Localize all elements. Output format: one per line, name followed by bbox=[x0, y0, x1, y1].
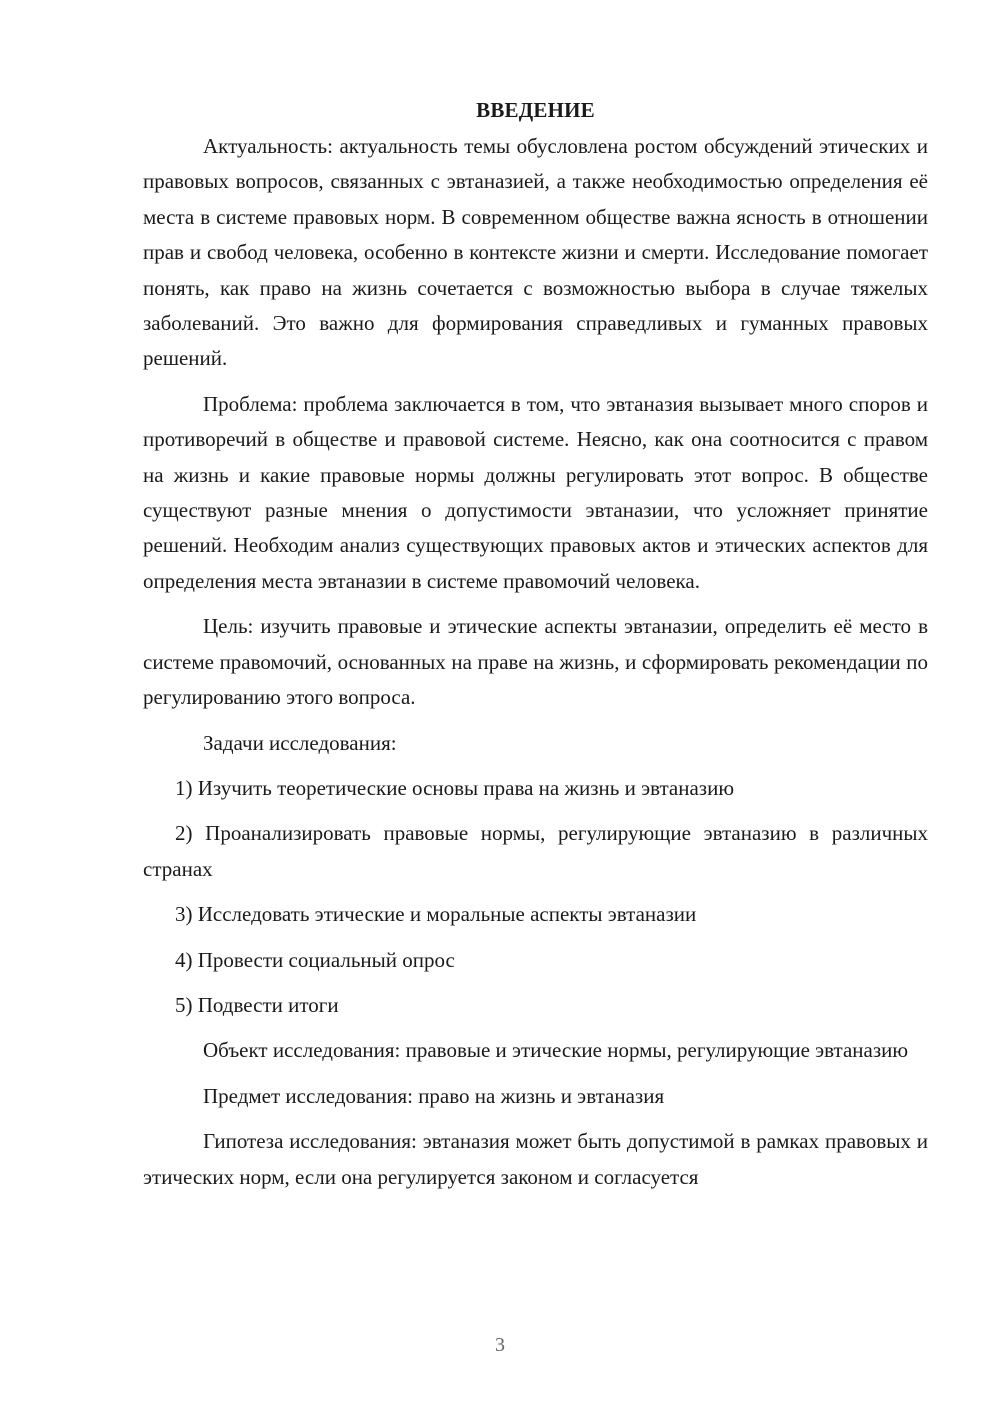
list-item: 3) Исследовать этические и моральные аспекты эвтаназии bbox=[175, 902, 697, 927]
section-heading: ВВЕДЕНИЕ bbox=[476, 98, 595, 122]
page-number: 3 bbox=[495, 1334, 505, 1356]
hypothesis-paragraph: Гипотеза исследования: эвтаназия может быть допустимой в рамках правовых и этических норм, если она регулируется законом и согласуется bbox=[143, 1129, 928, 1189]
list-item: 2) Проанализировать правовые нормы, регулирующие эвтаназию в различных странах bbox=[143, 821, 928, 881]
subject-paragraph: Предмет исследования: право на жизнь и эвтаназия bbox=[203, 1083, 665, 1108]
tasks-label: Задачи исследования: bbox=[203, 730, 397, 755]
document-page bbox=[143, 95, 928, 1195]
problem-paragraph: Проблема: проблема заключается в том, что эвтаназия вызывает много споров и противоречий в обществе и правовой системе. Неясно, как она соотносится с правом на жизнь и какие правовые нормы должны регулировать этот вопрос. В обществе существуют разные мнения о допустимости эвтаназии, что усложняет принятие решений. Необходим анализ существующих правовых актов и этических аспектов для определения места эвтаназии в системе правомочий человека. bbox=[143, 391, 928, 593]
list-item: 4) Провести социальный опрос bbox=[175, 947, 455, 972]
relevance-paragraph: Актуальность: актуальность темы обусловлена ростом обсуждений этических и правовых вопросов, связанных с эвтаназией, а также необходимостью определения её места в системе правовых норм. В современном обществе важна ясность в отношении прав и свобод человека, особенно в контексте жизни и смерти. Исследование помогает понять, как право на жизнь сочетается с возможностью выбора в случае тяжелых заболеваний. Это важно для формирования справедливых и гуманных правовых решений. bbox=[143, 134, 928, 371]
object-paragraph: Объект исследования: правовые и этические нормы, регулирующие эвтаназию bbox=[203, 1038, 909, 1063]
list-item: 5) Подвести итоги bbox=[175, 992, 339, 1017]
list-item: 1) Изучить теоретические основы права на жизнь и эвтаназию bbox=[175, 775, 735, 800]
goal-paragraph: Цель: изучить правовые и этические аспекты эвтаназии, определить её место в системе правомочий, основанных на праве на жизнь, и сформировать рекомендации по регулированию этого вопроса. bbox=[143, 614, 928, 710]
tasks-list bbox=[143, 771, 928, 1023]
